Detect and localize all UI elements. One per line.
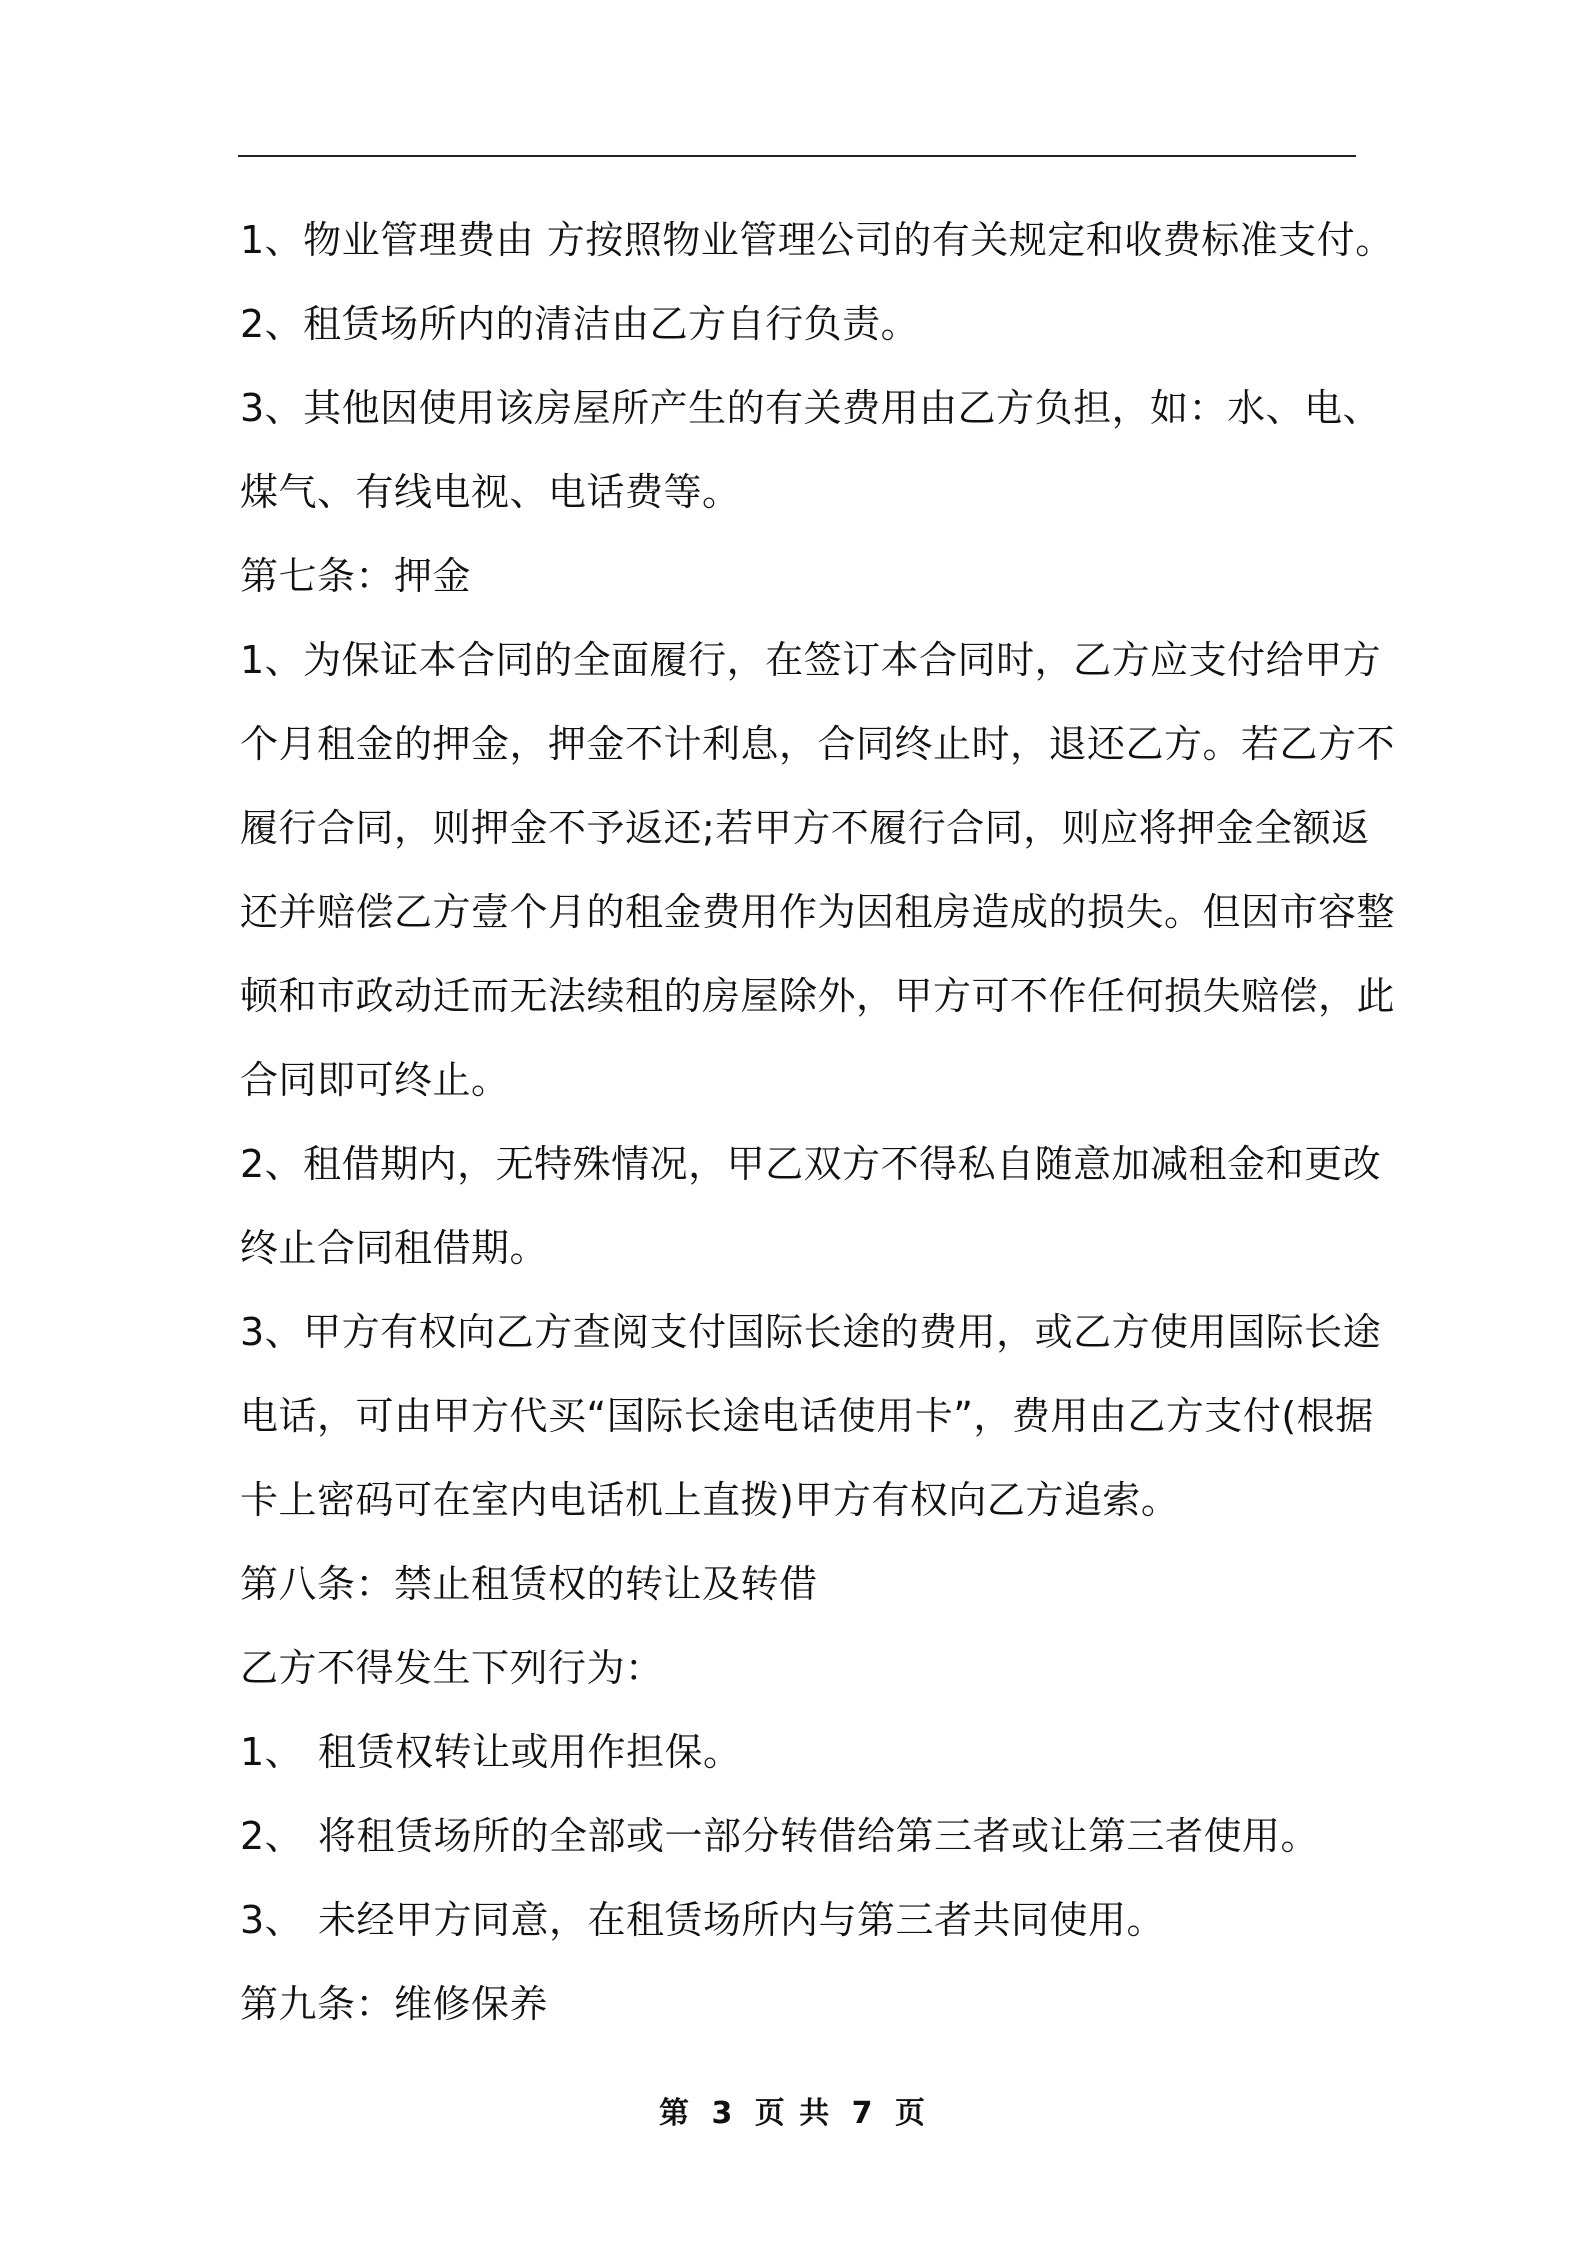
text-line: 1、为保证本合同的全面履行，在签订本合同时，乙方应支付给甲方	[240, 638, 1382, 682]
footer-middle: 页 共	[754, 2096, 832, 2131]
total-page-number: 7	[851, 2096, 875, 2131]
list-item	[240, 1878, 1362, 1962]
text-line: 3、甲方有权向乙方查阅支付国际长途的费用，或乙方使用国际长途	[240, 1310, 1382, 1354]
footer-prefix: 第	[658, 2096, 691, 2131]
list-item	[240, 1710, 1362, 1794]
text-line: 卡上密码可在室内电话机上直拨)甲方有权向乙方追索。	[240, 1478, 1180, 1522]
section-heading: 第八条：禁止租赁权的转让及转借	[240, 1562, 818, 1606]
section-heading: 第七条：押金	[240, 554, 472, 598]
text-line: 3、其他因使用该房屋所产生的有关费用由乙方负担，如：水、电、	[240, 386, 1382, 430]
footer-suffix: 页	[895, 2096, 927, 2131]
current-page-number: 3	[711, 2096, 735, 2131]
list-item-number: 1、	[240, 1730, 304, 1774]
text-line: 2、租赁场所内的清洁由乙方自行负责。	[240, 302, 920, 346]
text-line: 合同即可终止。	[240, 1058, 510, 1102]
text-line: 顿和市政动迁而无法续租的房屋除外，甲方可不作任何损失赔偿，此	[240, 974, 1396, 1018]
text-line: 还并赔偿乙方壹个月的租金费用作为因租房造成的损失。但因市容整	[240, 890, 1396, 934]
section-heading: 第九条：维修保养	[240, 1982, 549, 2026]
list-item-text: 将租赁场所的全部或一部分转借给第三者或让第三者使用。	[318, 1814, 1320, 1858]
list-item-text: 未经甲方同意，在租赁场所内与第三者共同使用。	[318, 1898, 1166, 1942]
list-item-number: 2、	[240, 1814, 304, 1858]
text-line: 履行合同，则押金不予返还;若甲方不履行合同，则应将押金全额返	[240, 806, 1370, 850]
list-item-text: 租赁权转让或用作担保。	[318, 1730, 742, 1774]
list-item-number: 3、	[240, 1898, 304, 1942]
text-line: 个月租金的押金，押金不计利息，合同终止时，退还乙方。若乙方不	[240, 722, 1396, 766]
text-line: 1、物业管理费由 方按照物业管理公司的有关规定和收费标准支付。	[240, 218, 1394, 262]
text-line: 2、租借期内，无特殊情况，甲乙双方不得私自随意加减租金和更改	[240, 1142, 1382, 1186]
header-rule	[238, 155, 1356, 157]
text-line: 煤气、有线电视、电话费等。	[240, 470, 741, 514]
list-item	[240, 1794, 1362, 1878]
text-line: 终止合同租借期。	[240, 1226, 549, 1270]
document-body	[240, 198, 1396, 2046]
text-line: 电话，可由甲方代买“国际长途电话使用卡”，费用由乙方支付(根据	[240, 1394, 1374, 1438]
text-line: 乙方不得发生下列行为：	[240, 1646, 664, 1690]
page-footer	[0, 2094, 1586, 2134]
